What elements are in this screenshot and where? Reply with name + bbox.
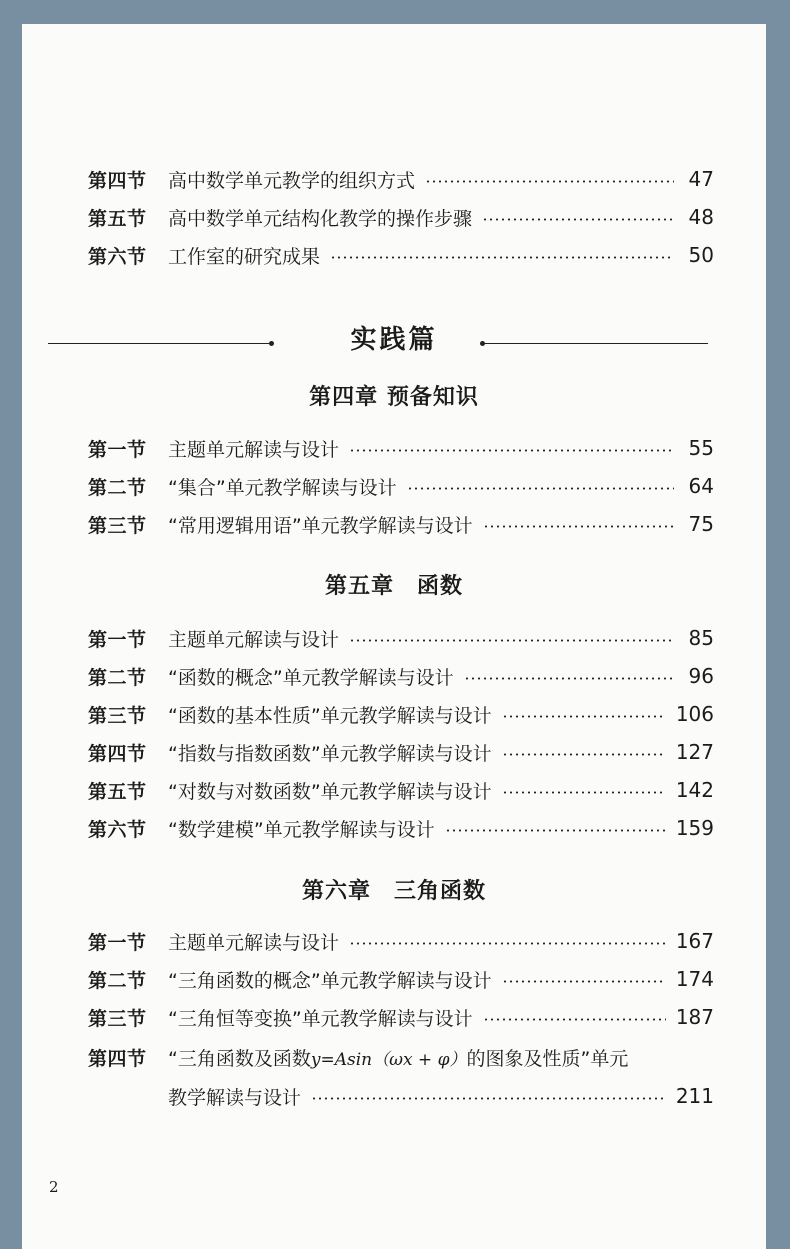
part-title: 实践篇 xyxy=(350,324,438,355)
section-label: 第五节 xyxy=(88,780,147,803)
page-ref: 64 xyxy=(688,474,714,498)
section-label: 第二节 xyxy=(88,666,147,689)
toc-entry xyxy=(88,737,714,767)
dot-leader xyxy=(483,525,674,528)
page-ref: 127 xyxy=(675,740,714,764)
toc-entry xyxy=(88,433,714,463)
entry-title: “三角恒等变换”单元教学解读与设计 xyxy=(168,1007,473,1030)
section-label: 第六节 xyxy=(88,818,147,841)
toc-entry xyxy=(88,471,714,501)
entry-title: 高中数学单元结构化教学的操作步骤 xyxy=(168,207,473,230)
toc-entry xyxy=(88,661,714,691)
dot-leader xyxy=(407,487,674,490)
entry-title: “集合”单元教学解读与设计 xyxy=(168,476,397,499)
dot-leader xyxy=(502,791,666,794)
part-heading xyxy=(22,314,766,360)
formula: y=Asin（ωx + φ） xyxy=(310,1049,467,1070)
chapter-title: 第四章 预备知识 xyxy=(309,384,479,410)
toc-entry xyxy=(88,202,714,232)
dot-leader xyxy=(502,715,666,718)
dot-leader xyxy=(483,1018,666,1021)
entry-title-line1 xyxy=(168,1044,628,1071)
chapter-title: 第六章 三角函数 xyxy=(301,878,486,904)
page-ref: 211 xyxy=(675,1084,714,1108)
section-label: 第二节 xyxy=(88,476,147,499)
chapter-title: 第五章 函数 xyxy=(324,573,463,599)
page-ref: 75 xyxy=(688,512,714,536)
page-ref: 55 xyxy=(688,436,714,460)
toc-entry xyxy=(88,775,714,805)
book-page xyxy=(22,24,766,1249)
entry-title: 主题单元解读与设计 xyxy=(168,628,340,651)
entry-title: 主题单元解读与设计 xyxy=(168,438,340,461)
dot-leader xyxy=(349,942,666,945)
dot-leader xyxy=(464,677,674,680)
section-label: 第三节 xyxy=(88,704,147,727)
toc-entry xyxy=(88,509,714,539)
toc-entry xyxy=(88,964,714,994)
entry-title: 高中数学单元教学的组织方式 xyxy=(168,169,416,192)
page-ref: 174 xyxy=(675,967,714,991)
section-label: 第五节 xyxy=(88,207,147,230)
entry-title-line2: 教学解读与设计 xyxy=(168,1086,302,1109)
page-number: 2 xyxy=(49,1178,59,1196)
entry-title: “指数与指数函数”单元教学解读与设计 xyxy=(168,742,492,765)
dot-leader xyxy=(349,449,674,452)
entry-title: “函数的基本性质”单元教学解读与设计 xyxy=(168,704,492,727)
toc-entry xyxy=(88,623,714,653)
entry-title: “常用逻辑用语”单元教学解读与设计 xyxy=(168,514,473,537)
toc-entry xyxy=(88,164,714,194)
toc-entry xyxy=(88,1002,714,1032)
page-ref: 85 xyxy=(688,626,714,650)
toc-entry-multiline xyxy=(88,1042,714,1072)
page-ref: 106 xyxy=(675,702,714,726)
section-label: 第三节 xyxy=(88,1007,147,1030)
entry-title: “三角函数的概念”单元教学解读与设计 xyxy=(168,969,492,992)
section-label: 第一节 xyxy=(88,628,147,651)
section-label: 第四节 xyxy=(88,1047,147,1070)
page-ref: 159 xyxy=(675,816,714,840)
dot-leader xyxy=(502,753,666,756)
page-ref: 50 xyxy=(688,243,714,267)
dot-leader xyxy=(330,256,674,259)
page-ref: 142 xyxy=(675,778,714,802)
entry-title: “函数的概念”单元教学解读与设计 xyxy=(168,666,454,689)
entry-title: “对数与对数函数”单元教学解读与设计 xyxy=(168,780,492,803)
toc-entry-continuation xyxy=(168,1081,714,1111)
entry-title: “数学建模”单元教学解读与设计 xyxy=(168,818,435,841)
page-ref: 47 xyxy=(688,167,714,191)
dot-leader xyxy=(349,639,674,642)
toc-entry xyxy=(88,813,714,843)
section-label: 第一节 xyxy=(88,438,147,461)
dot-leader xyxy=(482,218,674,221)
section-label: 第四节 xyxy=(88,169,147,192)
section-label: 第三节 xyxy=(88,514,147,537)
page-ref: 167 xyxy=(675,929,714,953)
dot-leader xyxy=(311,1097,666,1100)
section-label: 第二节 xyxy=(88,969,147,992)
page-ref: 187 xyxy=(675,1005,714,1029)
section-label: 第四节 xyxy=(88,742,147,765)
dot-leader xyxy=(502,980,666,983)
dot-leader xyxy=(445,829,666,832)
toc-entry xyxy=(88,240,714,270)
section-label: 第一节 xyxy=(88,931,147,954)
page-ref: 48 xyxy=(688,205,714,229)
section-label: 第六节 xyxy=(88,245,147,268)
entry-title-suffix: 的图象及性质”单元 xyxy=(466,1047,629,1070)
entry-title-prefix: “三角函数及函数 xyxy=(168,1047,311,1070)
entry-title: 主题单元解读与设计 xyxy=(168,931,340,954)
toc-entry xyxy=(88,699,714,729)
entry-title: 工作室的研究成果 xyxy=(168,245,321,268)
dot-leader xyxy=(425,180,674,183)
page-ref: 96 xyxy=(688,664,714,688)
toc-entry xyxy=(88,926,714,956)
